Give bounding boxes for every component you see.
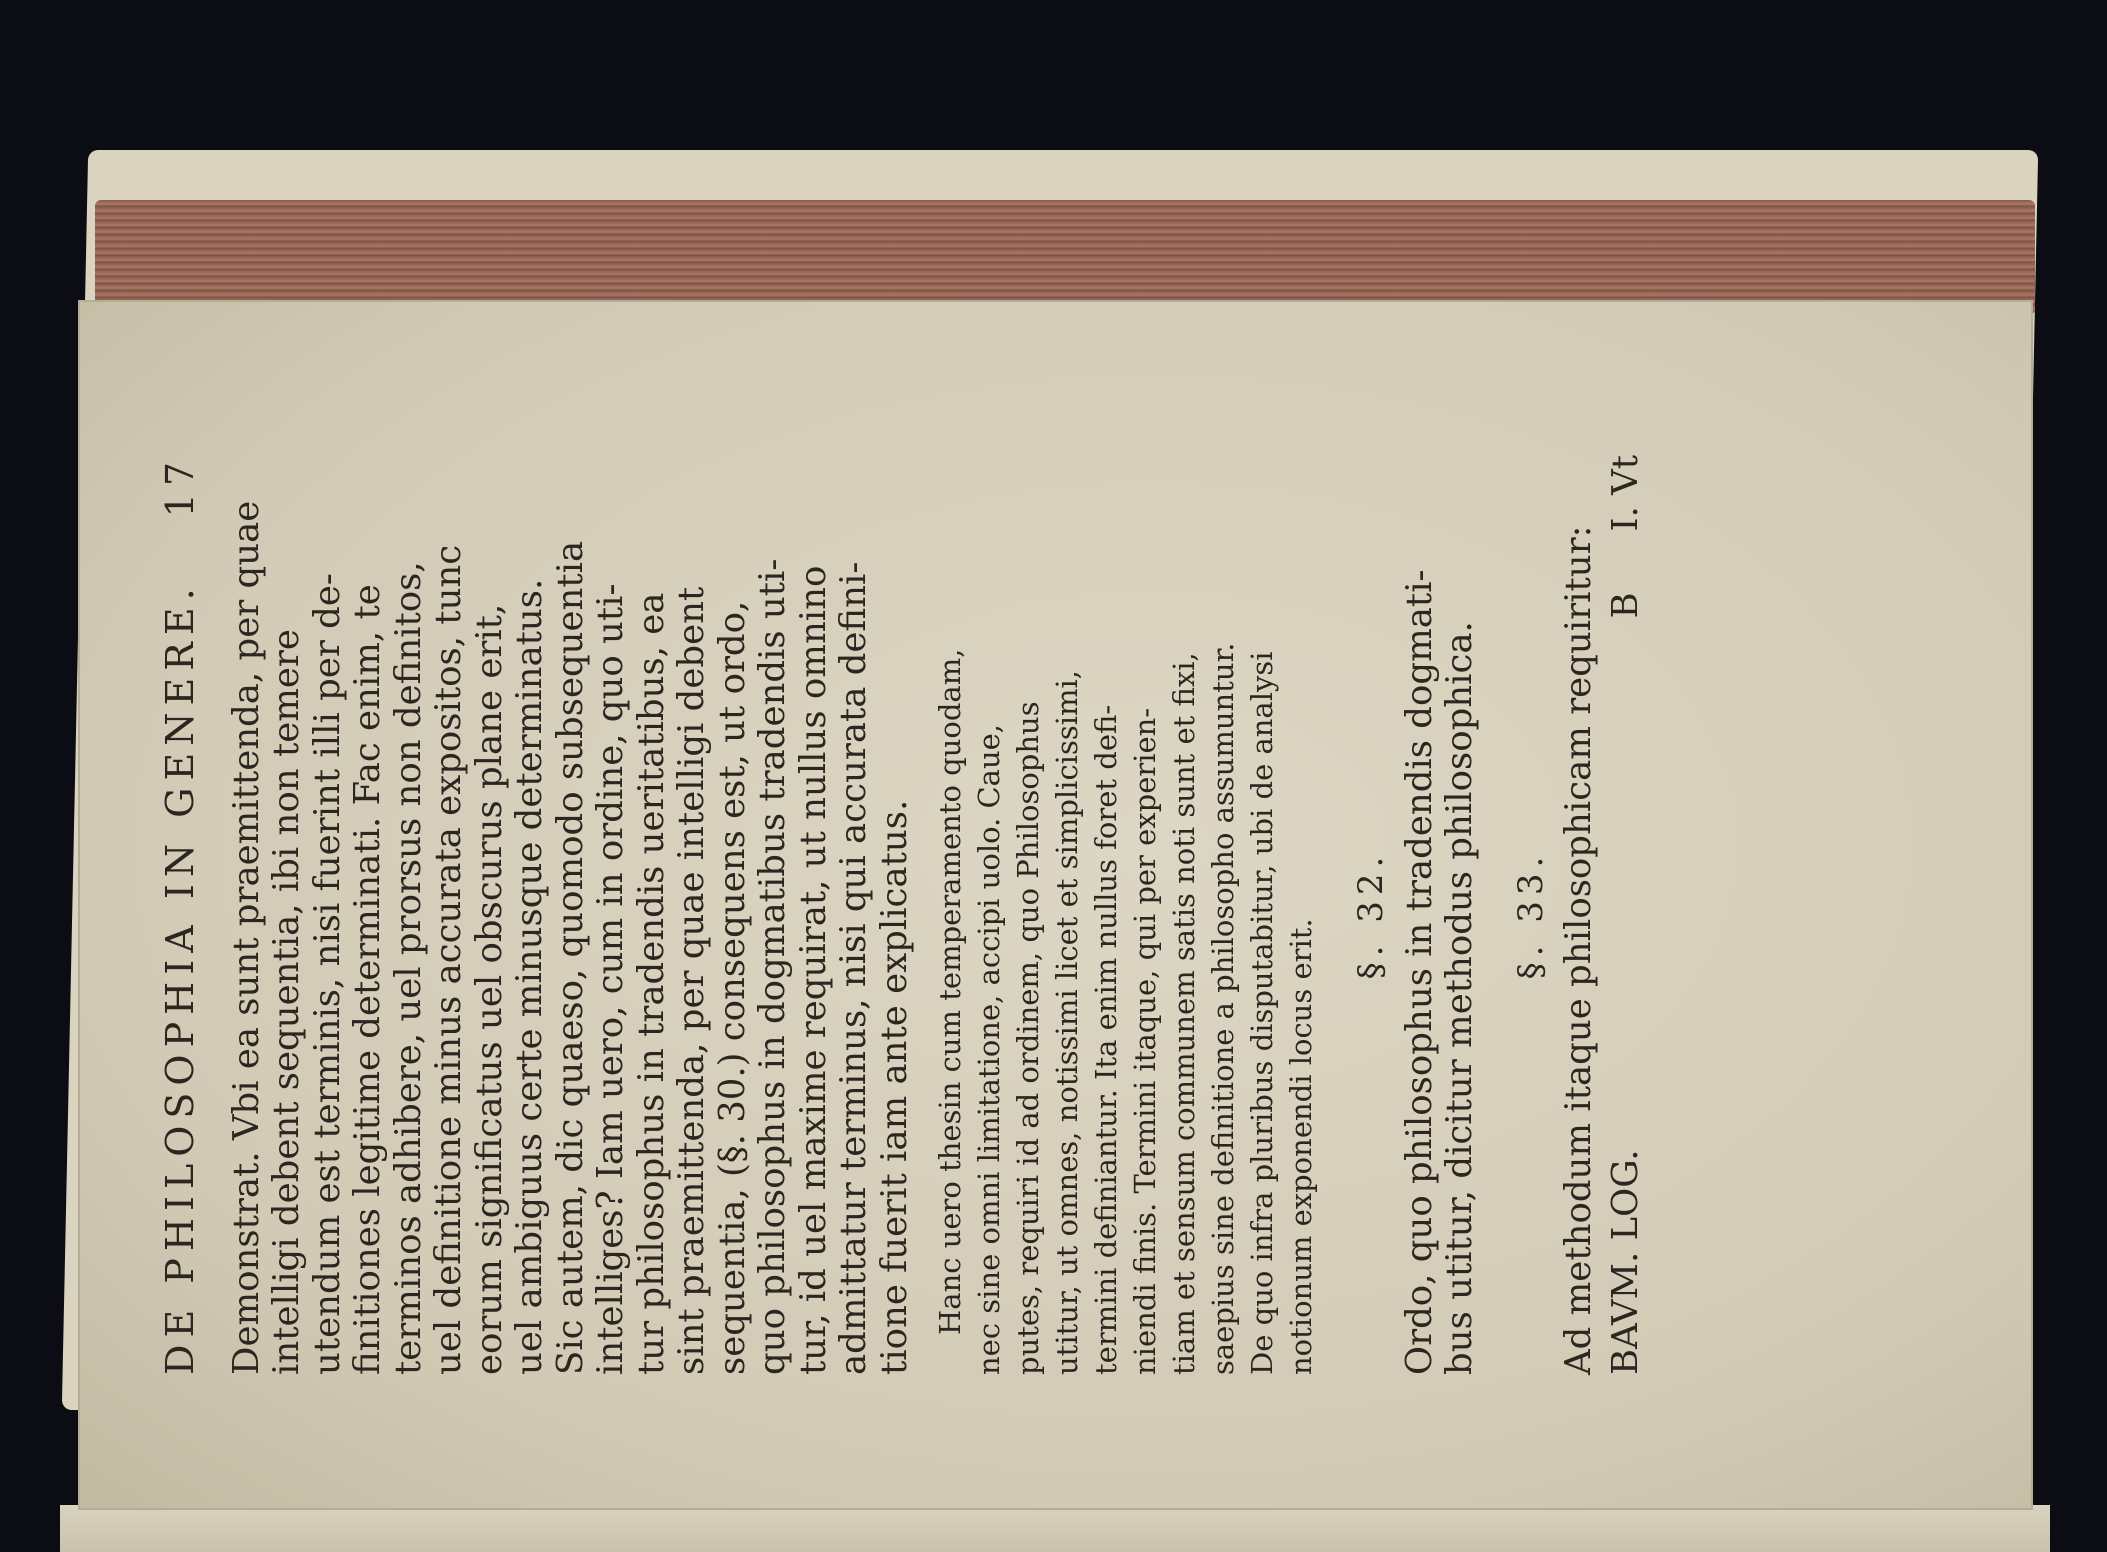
- text-line: utendum est terminis, nisi fuerint illi per de-: [306, 573, 348, 1375]
- text-line: finitiones legitime determinati. Fac enim, te: [347, 584, 388, 1375]
- text-line: sint praemittenda, per quae intelligi debent: [671, 586, 712, 1375]
- section-33-heading: §. 33.: [1510, 850, 1551, 980]
- text-line: eorum significatus uel obscurus plane erit,: [468, 603, 510, 1375]
- text-line: saepius sine definitione a philosopho assumuntur.: [1206, 642, 1240, 1375]
- text-line: terminos adhibere, uel prorsus non definitos,: [387, 561, 429, 1375]
- text-line: utitur, ut omnes, notissimi licet et simplicissimi,: [1050, 670, 1084, 1375]
- running-title: DE PHILOSOPHIA IN GENERE.: [158, 581, 202, 1375]
- section-32-text: [1400, 455, 1481, 1375]
- text-line: putes, requiri id ad ordinem, quo Philosophus: [1011, 701, 1045, 1375]
- text-line: niendi finis. Termini itaque, qui per experien-: [1128, 707, 1162, 1375]
- text-line: Hanc uero thesin cum temperamento quodam,: [933, 648, 967, 1335]
- section-33-text: Ad methodum itaque philosophicam requiritur:: [1558, 525, 1599, 1375]
- text-line: Sic autem, dic quaeso, quomodo subsequentia: [549, 540, 591, 1375]
- text-line: De quo infra pluribus disputabitur, ubi de analysi: [1245, 651, 1279, 1375]
- page-number: 17: [158, 455, 202, 518]
- text-line: tur, id uel maxime requirat, ut nullus omnino: [792, 565, 834, 1375]
- signature-mark: B: [1604, 592, 1646, 619]
- page-edges: [95, 200, 2035, 315]
- text-line: bus utitur, dicitur methodus philosophica.: [1439, 621, 1480, 1375]
- text-line: termini definiantur. Ita enim nullus foret defi-: [1089, 704, 1123, 1375]
- paragraph-note: [931, 455, 1321, 1375]
- text-line: uel definitione minus accurata expositos, tunc: [428, 544, 469, 1375]
- section-32-heading: §. 32.: [1351, 850, 1391, 980]
- running-header: [160, 455, 201, 1375]
- text-line: Demonstrat. Vbi ea sunt praemittenda, per quae: [225, 500, 267, 1375]
- text-line: sequentia, (§. 30.) consequens est, ut ordo,: [711, 600, 753, 1375]
- text-line: notionum exponendi locus erit.: [1284, 918, 1318, 1375]
- text-line: admittatur terminus, nisi qui accurata defini-: [833, 561, 874, 1375]
- text-line: intelligi debent sequentia, ibi non temere: [266, 629, 307, 1375]
- text-line: nec sine omni limitatione, accipi uolo. Caue,: [972, 723, 1006, 1375]
- text-line: Ordo, quo philosophus in tradendis dogmati-: [1398, 569, 1440, 1375]
- footer-title: BAVM. LOG.: [1604, 1149, 1646, 1375]
- text-line: uel ambiguus certe minusque determinatus.: [509, 578, 550, 1375]
- text-line: quo philosophus in dogmatibus tradendis uti-: [752, 558, 793, 1375]
- text-line: tione fuerit iam ante explicatus.: [873, 799, 915, 1375]
- text-line: intelliges? Iam uero, cum in ordine, quo uti-: [590, 583, 631, 1375]
- facing-page-edge: [60, 1505, 2050, 1552]
- page-footer: [1606, 455, 1647, 1375]
- paragraph-demonstrat: [227, 455, 916, 1375]
- text-line: tur philosophus in tradendis ueritatibus, ea: [630, 592, 672, 1375]
- page-text: [160, 455, 1860, 1375]
- text-line: tiam et sensum communem satis noti sunt et fixi,: [1167, 652, 1201, 1375]
- catchword: I. Vt: [1604, 455, 1646, 532]
